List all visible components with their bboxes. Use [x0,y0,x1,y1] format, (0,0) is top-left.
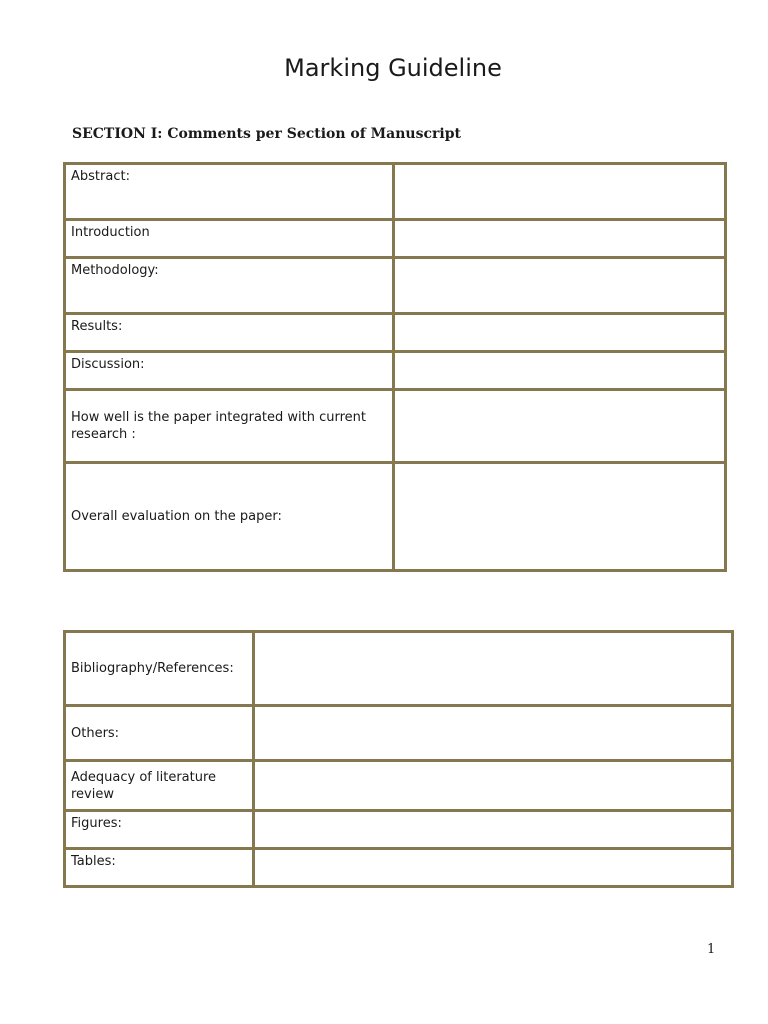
comment-field-abstract[interactable] [394,164,726,220]
comment-field-others[interactable] [254,706,733,761]
row-label-results: Results: [65,314,394,352]
comment-field-methodology[interactable] [394,258,726,314]
table-row [65,849,733,887]
table-row [65,220,726,258]
table-row [65,352,726,390]
row-label-overall-evaluation: Overall evaluation on the paper: [65,463,394,571]
table-row [65,258,726,314]
comment-field-overall-evaluation[interactable] [394,463,726,571]
comment-field-tables[interactable] [254,849,733,887]
comment-field-integration[interactable] [394,390,726,463]
table-row [65,314,726,352]
row-label-integration: How well is the paper integrated with current research : [65,390,394,463]
row-label-discussion: Discussion: [65,352,394,390]
row-label-literature-review: Adequacy of literature review [65,761,254,811]
additional-comments-table [63,630,734,888]
row-label-bibliography: Bibliography/References: [65,632,254,706]
row-label-tables: Tables: [65,849,254,887]
comment-field-literature-review[interactable] [254,761,733,811]
table-row [65,761,733,811]
table-row [65,463,726,571]
table-row [65,811,733,849]
comment-field-discussion[interactable] [394,352,726,390]
table-row [65,632,733,706]
table-row [65,706,733,761]
row-label-abstract: Abstract: [65,164,394,220]
table-row [65,164,726,220]
row-label-figures: Figures: [65,811,254,849]
row-label-methodology: Methodology: [65,258,394,314]
comment-field-bibliography[interactable] [254,632,733,706]
page-number: 1 [707,942,716,957]
row-label-others: Others: [65,706,254,761]
page-title: Marking Guideline [284,54,502,82]
comment-field-introduction[interactable] [394,220,726,258]
comment-field-results[interactable] [394,314,726,352]
table-row [65,390,726,463]
row-label-introduction: Introduction [65,220,394,258]
manuscript-comments-table [63,162,727,572]
comment-field-figures[interactable] [254,811,733,849]
section-heading: SECTION I: Comments per Section of Manuscript [72,126,461,142]
